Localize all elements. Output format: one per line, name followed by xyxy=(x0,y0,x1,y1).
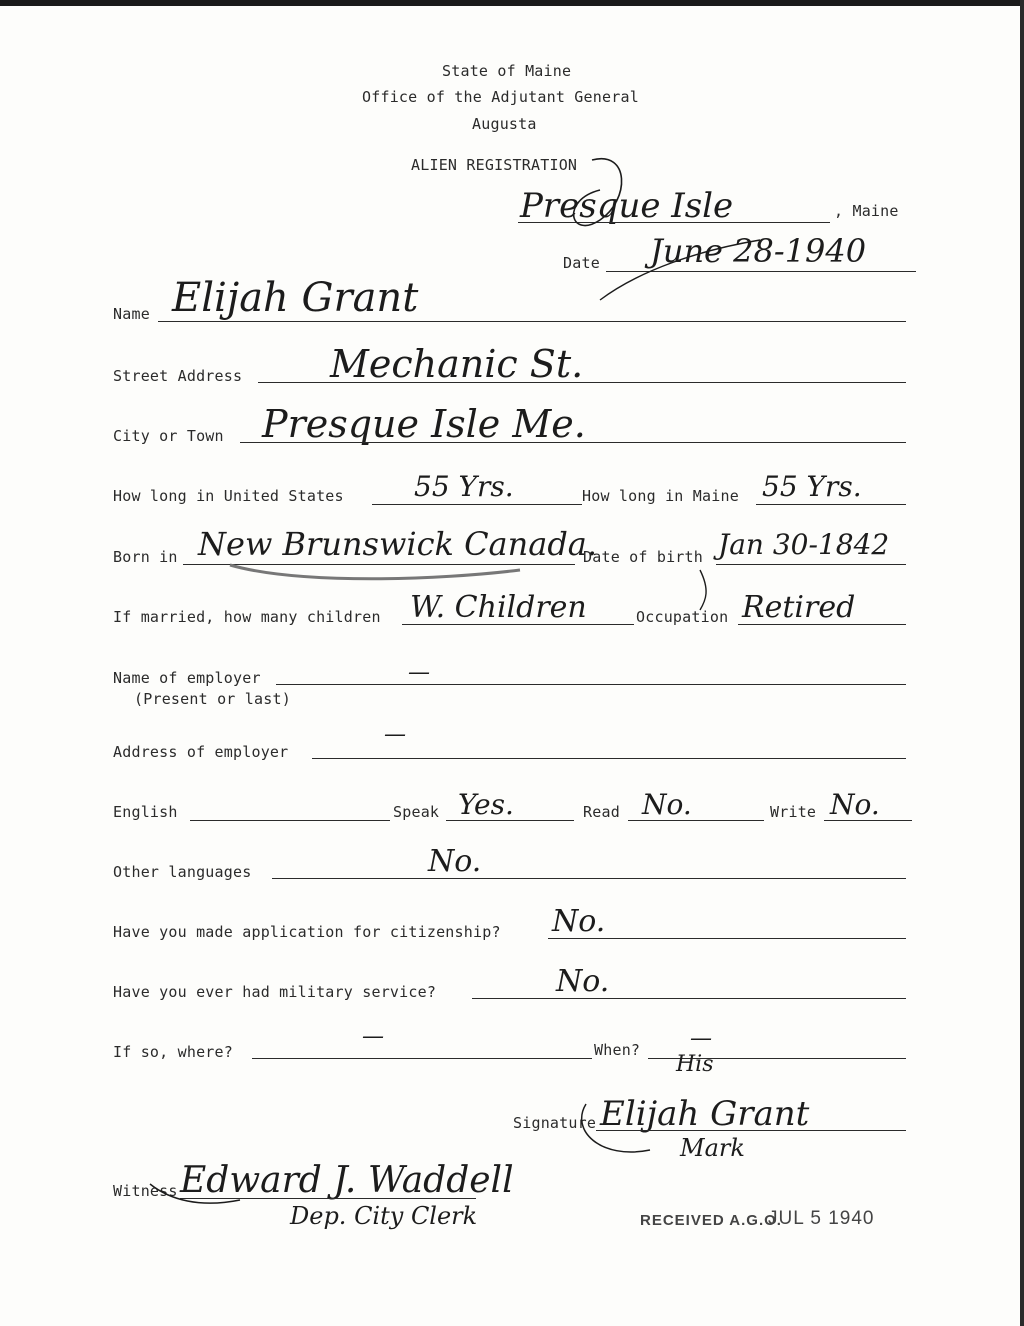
city-label: City or Town xyxy=(113,427,224,445)
employer-address-value: — xyxy=(384,722,406,747)
when-value: — xyxy=(690,1026,712,1051)
witness-value: Edward J. Waddell xyxy=(180,1160,514,1201)
citizenship-label: Have you made application for citizenship? xyxy=(113,923,501,941)
read-value: No. xyxy=(642,788,692,821)
children-value: W. Children xyxy=(410,590,587,625)
other-languages-label: Other languages xyxy=(113,863,252,881)
speak-label: Speak xyxy=(393,803,440,821)
city-value: Presque Isle Me. xyxy=(262,402,586,446)
form-title: ALIEN REGISTRATION xyxy=(411,156,578,174)
witness-title: Dep. City Clerk xyxy=(290,1202,478,1230)
street-label: Street Address xyxy=(113,367,243,385)
citizenship-value: No. xyxy=(552,904,606,939)
date-of-birth-value: Jan 30-1842 xyxy=(718,528,890,561)
date-of-birth-label: Date of birth xyxy=(583,548,703,566)
place-suffix: , Maine xyxy=(834,202,899,220)
signature-his: His xyxy=(676,1052,714,1077)
signature-mark: Mark xyxy=(680,1134,745,1162)
how-long-us-label: How long in United States xyxy=(113,487,344,505)
occupation-label: Occupation xyxy=(636,608,729,626)
name-value: Elijah Grant xyxy=(172,275,419,321)
military-label: Have you ever had military service? xyxy=(113,983,437,1001)
employer-name-value: — xyxy=(408,660,430,685)
how-long-us-value: 55 Yrs. xyxy=(414,470,514,503)
write-value: No. xyxy=(830,788,880,821)
employer-name-label: Name of employer xyxy=(113,669,261,687)
header-office: Office of the Adjutant General xyxy=(362,88,639,106)
write-label: Write xyxy=(770,803,817,821)
employer-name-sublabel: (Present or last) xyxy=(134,690,291,708)
place-handwritten: Presque Isle xyxy=(520,186,734,226)
occupation-value: Retired xyxy=(742,590,856,625)
other-languages-value: No. xyxy=(428,844,482,879)
header-state: State of Maine xyxy=(442,62,572,80)
received-stamp-label: RECEIVED A.G.O. xyxy=(640,1212,782,1229)
if-so-where-label: If so, where? xyxy=(113,1043,233,1061)
if-so-where-value: — xyxy=(362,1024,384,1049)
witness-label: Witness xyxy=(113,1182,178,1200)
employer-address-label: Address of employer xyxy=(113,743,289,761)
signature-label: Signature xyxy=(513,1114,597,1132)
signature-value: Elijah Grant xyxy=(600,1094,810,1134)
english-label: English xyxy=(113,803,178,821)
header-city: Augusta xyxy=(472,115,537,133)
how-long-maine-label: How long in Maine xyxy=(582,487,739,505)
read-label: Read xyxy=(583,803,620,821)
born-in-value: New Brunswick Canada. xyxy=(198,525,598,563)
received-stamp-date: JUL 5 1940 xyxy=(768,1208,875,1229)
speak-value: Yes. xyxy=(458,788,514,821)
street-value: Mechanic St. xyxy=(330,342,584,386)
military-value: No. xyxy=(556,964,610,999)
children-label: If married, how many children xyxy=(113,608,381,626)
name-label: Name xyxy=(113,305,150,323)
when-label: When? xyxy=(594,1041,641,1059)
how-long-maine-value: 55 Yrs. xyxy=(762,470,862,503)
born-in-label: Born in xyxy=(113,548,178,566)
date-value: June 28-1940 xyxy=(650,232,867,270)
date-label: Date xyxy=(563,254,600,272)
